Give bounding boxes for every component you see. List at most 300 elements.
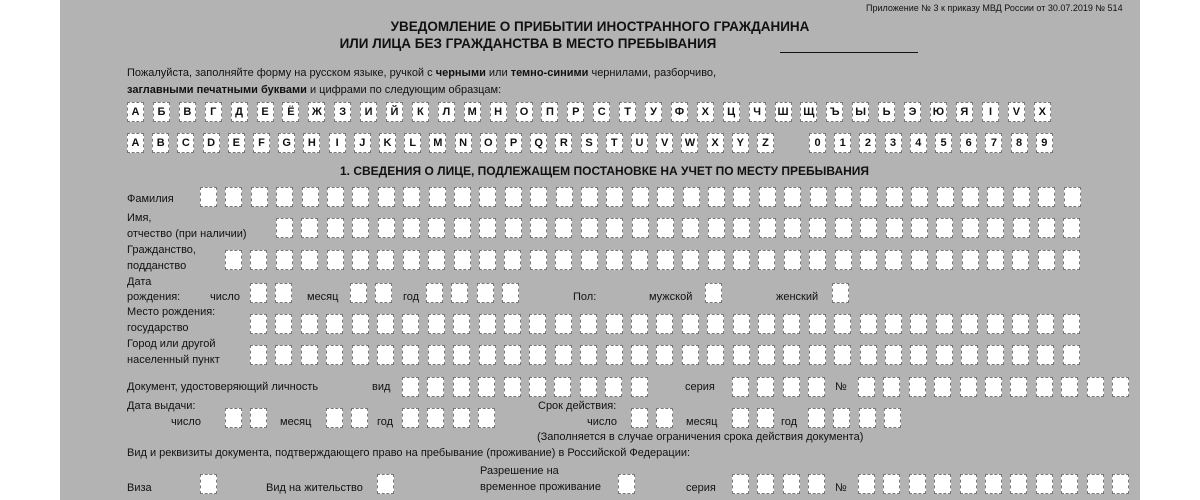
visa-cell[interactable] [200, 474, 217, 494]
name-cell[interactable] [327, 218, 344, 238]
birth-state-cell[interactable] [631, 314, 648, 334]
name-cell[interactable] [378, 218, 395, 238]
surname-cell[interactable] [835, 187, 852, 207]
birth-city-cell[interactable] [275, 345, 292, 365]
surname-cell[interactable] [1013, 187, 1030, 207]
permit-number-cell[interactable] [1112, 474, 1129, 494]
doc-number-cell[interactable] [985, 377, 1002, 397]
citizenship-cell[interactable] [606, 250, 623, 270]
validity-month-cell[interactable] [732, 408, 749, 428]
birth-city-cell[interactable] [606, 345, 623, 365]
birth-state-cell[interactable] [555, 314, 572, 334]
name-cell[interactable] [784, 218, 801, 238]
sample-glyph: Ь [878, 102, 895, 122]
birth-state-cell[interactable] [326, 314, 343, 334]
sex-male-cell[interactable] [705, 283, 722, 303]
label-birth-date: Дата [127, 276, 152, 288]
birth-state-cell[interactable] [606, 314, 623, 334]
sample-glyph: A [127, 133, 144, 153]
birth-month-cell[interactable] [375, 283, 392, 303]
sample-glyph: P [505, 133, 522, 153]
label-name: Имя, [127, 212, 152, 224]
label-citizenship: Гражданство, [127, 244, 196, 256]
surname-cell[interactable] [1038, 187, 1055, 207]
surname-cell[interactable] [683, 187, 700, 207]
birth-city-cell[interactable] [580, 345, 597, 365]
citizenship-cell[interactable] [479, 250, 496, 270]
citizenship-cell[interactable] [809, 250, 826, 270]
label-subject: подданство [127, 260, 187, 272]
doc-kind-cell[interactable] [529, 377, 546, 397]
surname-cell[interactable] [911, 187, 928, 207]
birth-month-cell[interactable] [350, 283, 367, 303]
citizenship-cell[interactable] [377, 250, 394, 270]
citizenship-cell[interactable] [885, 250, 902, 270]
doc-series-cell[interactable] [732, 377, 749, 397]
permit-series-cell[interactable] [757, 474, 774, 494]
permit-series-cell[interactable] [783, 474, 800, 494]
sample-glyph: N [455, 133, 472, 153]
surname-cell[interactable] [1064, 187, 1081, 207]
instructions-line-2: заглавными печатными буквами и цифрами по следующим образцам: [127, 84, 502, 96]
sample-glyph: 4 [910, 133, 927, 153]
name-cell[interactable] [530, 218, 547, 238]
permit-number-cell[interactable] [883, 474, 900, 494]
citizenship-cell[interactable] [454, 250, 471, 270]
birth-state-cell[interactable] [250, 314, 267, 334]
birth-city-cell[interactable] [402, 345, 419, 365]
name-cell[interactable] [581, 218, 598, 238]
birth-city-cell[interactable] [809, 345, 826, 365]
name-cell[interactable] [1038, 218, 1055, 238]
birth-city-cell[interactable] [453, 345, 470, 365]
surname-cell[interactable] [530, 187, 547, 207]
surname-cell[interactable] [454, 187, 471, 207]
permit-number-cell[interactable] [909, 474, 926, 494]
name-cell[interactable] [454, 218, 471, 238]
birth-city-cell[interactable] [733, 345, 750, 365]
section-1-title: 1. СВЕДЕНИЯ О ЛИЦЕ, ПОДЛЕЖАЩЕМ ПОСТАНОВКЕ НА УЧЕТ ПО МЕСТУ ПРЕБЫВАНИЯ [340, 164, 870, 178]
name-cell[interactable] [657, 218, 674, 238]
surname-cell[interactable] [225, 187, 242, 207]
sample-glyph: Л [438, 102, 455, 122]
citizenship-cell[interactable] [708, 250, 725, 270]
label-birth-place: Место рождения: [127, 306, 216, 318]
label-surname: Фамилия [127, 193, 174, 205]
birth-state-cell[interactable] [504, 314, 521, 334]
name-cell[interactable] [632, 218, 649, 238]
sample-glyph: Ч [749, 102, 766, 122]
name-cell[interactable] [835, 218, 852, 238]
label-birth-state: государство [127, 322, 189, 334]
birth-city-cell[interactable] [428, 345, 445, 365]
citizenship-cell[interactable] [301, 250, 318, 270]
label-doc-series: серия [685, 381, 715, 393]
name-cell[interactable] [733, 218, 750, 238]
name-cell[interactable] [962, 218, 979, 238]
birth-city-cell[interactable] [656, 345, 673, 365]
surname-cell[interactable] [251, 187, 268, 207]
citizenship-cell[interactable] [1063, 250, 1080, 270]
permit-number-cell[interactable] [1061, 474, 1078, 494]
name-cell[interactable] [911, 218, 928, 238]
doc-number-cell[interactable] [960, 377, 977, 397]
birth-year-cell[interactable] [451, 283, 468, 303]
permit-number-cell[interactable] [1087, 474, 1104, 494]
birth-state-cell[interactable] [885, 314, 902, 334]
name-cell[interactable] [682, 218, 699, 238]
citizenship-cell[interactable] [733, 250, 750, 270]
sample-glyph: X [1034, 102, 1051, 122]
issue-day-cell[interactable] [250, 408, 267, 428]
doc-number-cell[interactable] [1061, 377, 1078, 397]
citizenship-cell[interactable] [1012, 250, 1029, 270]
name-cell[interactable] [352, 218, 369, 238]
permit-series-cell[interactable] [808, 474, 825, 494]
issue-month-cell[interactable] [326, 408, 343, 428]
citizenship-cell[interactable] [403, 250, 420, 270]
permit-number-cell[interactable] [1010, 474, 1027, 494]
citizenship-cell[interactable] [327, 250, 344, 270]
surname-cell[interactable] [886, 187, 903, 207]
birth-city-cell[interactable] [682, 345, 699, 365]
surname-cell[interactable] [810, 187, 827, 207]
sample-glyph: В [179, 102, 196, 122]
validity-day-cell[interactable] [656, 408, 673, 428]
sample-glyph: Ю [930, 102, 947, 122]
arrival-place-underline [780, 52, 918, 53]
sample-glyph: 3 [885, 133, 902, 153]
surname-cell[interactable] [657, 187, 674, 207]
surname-cell[interactable] [429, 187, 446, 207]
name-cell[interactable] [428, 218, 445, 238]
permit-number-cell[interactable] [934, 474, 951, 494]
doc-number-cell[interactable] [883, 377, 900, 397]
surname-cell[interactable] [479, 187, 496, 207]
permit-number-cell[interactable] [960, 474, 977, 494]
surname-cell[interactable] [987, 187, 1004, 207]
citizenship-cell[interactable] [530, 250, 547, 270]
doc-kind-cell[interactable] [580, 377, 597, 397]
issue-month-cell[interactable] [351, 408, 368, 428]
sample-glyph: У [645, 102, 662, 122]
doc-number-cell[interactable] [934, 377, 951, 397]
birth-state-cell[interactable] [377, 314, 394, 334]
birth-city-cell[interactable] [301, 345, 318, 365]
doc-number-cell[interactable] [1112, 377, 1129, 397]
birth-state-cell[interactable] [961, 314, 978, 334]
permit-number-cell[interactable] [858, 474, 875, 494]
citizenship-cell[interactable] [657, 250, 674, 270]
surname-cell[interactable] [733, 187, 750, 207]
sample-glyph: V [656, 133, 673, 153]
birth-city-cell[interactable] [1037, 345, 1054, 365]
birth-city-cell[interactable] [555, 345, 572, 365]
birth-city-cell[interactable] [987, 345, 1004, 365]
citizenship-cell[interactable] [784, 250, 801, 270]
surname-cell[interactable] [860, 187, 877, 207]
citizenship-cell[interactable] [225, 250, 242, 270]
name-cell[interactable] [301, 218, 318, 238]
name-cell[interactable] [403, 218, 420, 238]
surname-cell[interactable] [352, 187, 369, 207]
sample-glyph: I [982, 102, 999, 122]
surname-cell[interactable] [505, 187, 522, 207]
birth-city-cell[interactable] [326, 345, 343, 365]
temp-permit-cell[interactable] [618, 474, 635, 494]
label-city: Город или другой [127, 338, 216, 350]
label-female: женский [776, 291, 819, 303]
birth-state-cell[interactable] [783, 314, 800, 334]
permit-series-cell[interactable] [732, 474, 749, 494]
permit-number-cell[interactable] [985, 474, 1002, 494]
citizenship-cell[interactable] [987, 250, 1004, 270]
surname-cell[interactable] [606, 187, 623, 207]
sample-glyph: Я [956, 102, 973, 122]
label-id-document: Документ, удостоверяющий личность [127, 381, 319, 393]
birth-city-cell[interactable] [1012, 345, 1029, 365]
doc-kind-cell[interactable] [504, 377, 521, 397]
birth-state-cell[interactable] [301, 314, 318, 334]
name-cell[interactable] [1013, 218, 1030, 238]
surname-cell[interactable] [276, 187, 293, 207]
citizenship-cell[interactable] [276, 250, 293, 270]
birth-city-cell[interactable] [1063, 345, 1080, 365]
birth-state-cell[interactable] [1012, 314, 1029, 334]
birth-state-cell[interactable] [682, 314, 699, 334]
issue-year-cell[interactable] [427, 408, 444, 428]
birth-city-cell[interactable] [479, 345, 496, 365]
validity-day-cell[interactable] [631, 408, 648, 428]
surname-cell[interactable] [581, 187, 598, 207]
birth-state-cell[interactable] [936, 314, 953, 334]
sample-glyph: 5 [935, 133, 952, 153]
name-cell[interactable] [809, 218, 826, 238]
birth-state-cell[interactable] [529, 314, 546, 334]
surname-cell[interactable] [302, 187, 319, 207]
name-cell[interactable] [276, 218, 293, 238]
birth-state-cell[interactable] [352, 314, 369, 334]
birth-state-cell[interactable] [428, 314, 445, 334]
doc-kind-cell[interactable] [554, 377, 571, 397]
birth-day-cell[interactable] [275, 283, 292, 303]
validity-year-cell[interactable] [833, 408, 850, 428]
sample-glyph: 9 [1036, 133, 1053, 153]
birth-city-cell[interactable] [783, 345, 800, 365]
birth-state-cell[interactable] [809, 314, 826, 334]
birth-state-cell[interactable] [758, 314, 775, 334]
name-cell[interactable] [860, 218, 877, 238]
sample-glyph: 6 [960, 133, 977, 153]
citizenship-cell[interactable] [581, 250, 598, 270]
sample-glyph: П [541, 102, 558, 122]
sample-glyph: И [360, 102, 377, 122]
birth-state-cell[interactable] [580, 314, 597, 334]
doc-kind-cell[interactable] [402, 377, 419, 397]
surname-cell[interactable] [327, 187, 344, 207]
sample-glyph: Щ [800, 102, 817, 122]
residence-permit-cell[interactable] [377, 474, 394, 494]
sample-glyph: Ф [671, 102, 688, 122]
citizenship-cell[interactable] [936, 250, 953, 270]
doc-number-cell[interactable] [858, 377, 875, 397]
name-cell[interactable] [936, 218, 953, 238]
surname-cell[interactable] [378, 187, 395, 207]
birth-state-cell[interactable] [402, 314, 419, 334]
sample-glyph: 8 [1011, 133, 1028, 153]
name-cell[interactable] [505, 218, 522, 238]
name-cell[interactable] [708, 218, 725, 238]
sex-female-cell[interactable] [832, 283, 849, 303]
surname-cell[interactable] [403, 187, 420, 207]
doc-kind-cell[interactable] [631, 377, 648, 397]
sample-glyph: З [334, 102, 351, 122]
birth-state-cell[interactable] [453, 314, 470, 334]
issue-year-cell[interactable] [478, 408, 495, 428]
doc-series-cell[interactable] [783, 377, 800, 397]
citizenship-cell[interactable] [428, 250, 445, 270]
birth-city-cell[interactable] [352, 345, 369, 365]
name-cell[interactable] [555, 218, 572, 238]
label-patronymic: отчество (при наличии) [127, 228, 247, 240]
label-issue-date: Дата выдачи: [127, 400, 196, 412]
sample-glyph: O [480, 133, 497, 153]
birth-state-cell[interactable] [733, 314, 750, 334]
sample-glyph: J [354, 133, 371, 153]
birth-state-cell[interactable] [910, 314, 927, 334]
birth-day-cell[interactable] [250, 283, 267, 303]
sample-glyph: Э [904, 102, 921, 122]
sample-glyph: Ъ [826, 102, 843, 122]
citizenship-cell[interactable] [682, 250, 699, 270]
birth-city-cell[interactable] [936, 345, 953, 365]
label-doc-kind: вид [372, 381, 391, 393]
sample-glyph: I [329, 133, 346, 153]
birth-state-cell[interactable] [834, 314, 851, 334]
sample-glyph: Z [757, 133, 774, 153]
birth-city-cell[interactable] [707, 345, 724, 365]
label-validity: Срок действия: [538, 400, 617, 412]
validity-year-cell[interactable] [859, 408, 876, 428]
sample-glyph: V [1008, 102, 1025, 122]
sample-glyph: 0 [809, 133, 826, 153]
birth-city-cell[interactable] [910, 345, 927, 365]
issue-year-cell[interactable] [402, 408, 419, 428]
doc-kind-cell[interactable] [478, 377, 495, 397]
name-cell[interactable] [987, 218, 1004, 238]
birth-state-cell[interactable] [275, 314, 292, 334]
citizenship-cell[interactable] [555, 250, 572, 270]
surname-cell[interactable] [784, 187, 801, 207]
notification-form-sheet [60, 0, 1140, 500]
appendix-note: Приложение № 3 к приказу МВД России от 30.07.2019 № 514 [866, 3, 1123, 13]
citizenship-cell[interactable] [250, 250, 267, 270]
name-cell[interactable] [479, 218, 496, 238]
name-cell[interactable] [886, 218, 903, 238]
surname-cell[interactable] [937, 187, 954, 207]
surname-cell[interactable] [962, 187, 979, 207]
citizenship-cell[interactable] [835, 250, 852, 270]
doc-series-cell[interactable] [808, 377, 825, 397]
birth-city-cell[interactable] [529, 345, 546, 365]
citizenship-cell[interactable] [352, 250, 369, 270]
name-cell[interactable] [759, 218, 776, 238]
label-validity-month: месяц [686, 416, 718, 428]
doc-number-cell[interactable] [909, 377, 926, 397]
birth-city-cell[interactable] [250, 345, 267, 365]
sample-glyph: Г [205, 102, 222, 122]
birth-state-cell[interactable] [1063, 314, 1080, 334]
issue-year-cell[interactable] [453, 408, 470, 428]
sample-glyph: Ц [723, 102, 740, 122]
birth-city-cell[interactable] [377, 345, 394, 365]
doc-kind-cell[interactable] [453, 377, 470, 397]
sample-glyph: H [303, 133, 320, 153]
doc-kind-cell[interactable] [605, 377, 622, 397]
birth-year-cell[interactable] [502, 283, 519, 303]
sample-glyph: С [593, 102, 610, 122]
label-permit-series: серия [686, 482, 716, 494]
birth-state-cell[interactable] [656, 314, 673, 334]
label-validity-year: год [781, 416, 798, 428]
birth-state-cell[interactable] [860, 314, 877, 334]
citizenship-cell[interactable] [504, 250, 521, 270]
citizenship-cell[interactable] [758, 250, 775, 270]
birth-state-cell[interactable] [1037, 314, 1054, 334]
issue-day-cell[interactable] [225, 408, 242, 428]
citizenship-cell[interactable] [1038, 250, 1055, 270]
sample-glyph: M [429, 133, 446, 153]
citizenship-cell[interactable] [631, 250, 648, 270]
citizenship-cell[interactable] [860, 250, 877, 270]
doc-series-cell[interactable] [757, 377, 774, 397]
birth-city-cell[interactable] [961, 345, 978, 365]
surname-cell[interactable] [556, 187, 573, 207]
doc-number-cell[interactable] [1036, 377, 1053, 397]
surname-cell[interactable] [632, 187, 649, 207]
birth-city-cell[interactable] [834, 345, 851, 365]
surname-cell[interactable] [708, 187, 725, 207]
birth-year-cell[interactable] [426, 283, 443, 303]
name-cell[interactable] [606, 218, 623, 238]
sample-glyph: D [203, 133, 220, 153]
sample-glyph: F [253, 133, 270, 153]
birth-city-cell[interactable] [885, 345, 902, 365]
birth-state-cell[interactable] [479, 314, 496, 334]
doc-number-cell[interactable] [1087, 377, 1104, 397]
birth-state-cell[interactable] [987, 314, 1004, 334]
name-cell[interactable] [1063, 218, 1080, 238]
surname-cell[interactable] [200, 187, 217, 207]
birth-state-cell[interactable] [707, 314, 724, 334]
validity-note: (Заполняется в случае ограничения срока действия документа) [537, 431, 864, 443]
doc-number-cell[interactable] [1010, 377, 1027, 397]
birth-year-cell[interactable] [477, 283, 494, 303]
citizenship-cell[interactable] [962, 250, 979, 270]
birth-city-cell[interactable] [758, 345, 775, 365]
validity-month-cell[interactable] [757, 408, 774, 428]
citizenship-cell[interactable] [911, 250, 928, 270]
doc-kind-cell[interactable] [427, 377, 444, 397]
birth-city-cell[interactable] [504, 345, 521, 365]
validity-year-cell[interactable] [808, 408, 825, 428]
validity-year-cell[interactable] [884, 408, 901, 428]
label-birth-date-2: рождения: [127, 291, 181, 303]
birth-city-cell[interactable] [860, 345, 877, 365]
birth-city-cell[interactable] [631, 345, 648, 365]
permit-number-cell[interactable] [1036, 474, 1053, 494]
surname-cell[interactable] [759, 187, 776, 207]
